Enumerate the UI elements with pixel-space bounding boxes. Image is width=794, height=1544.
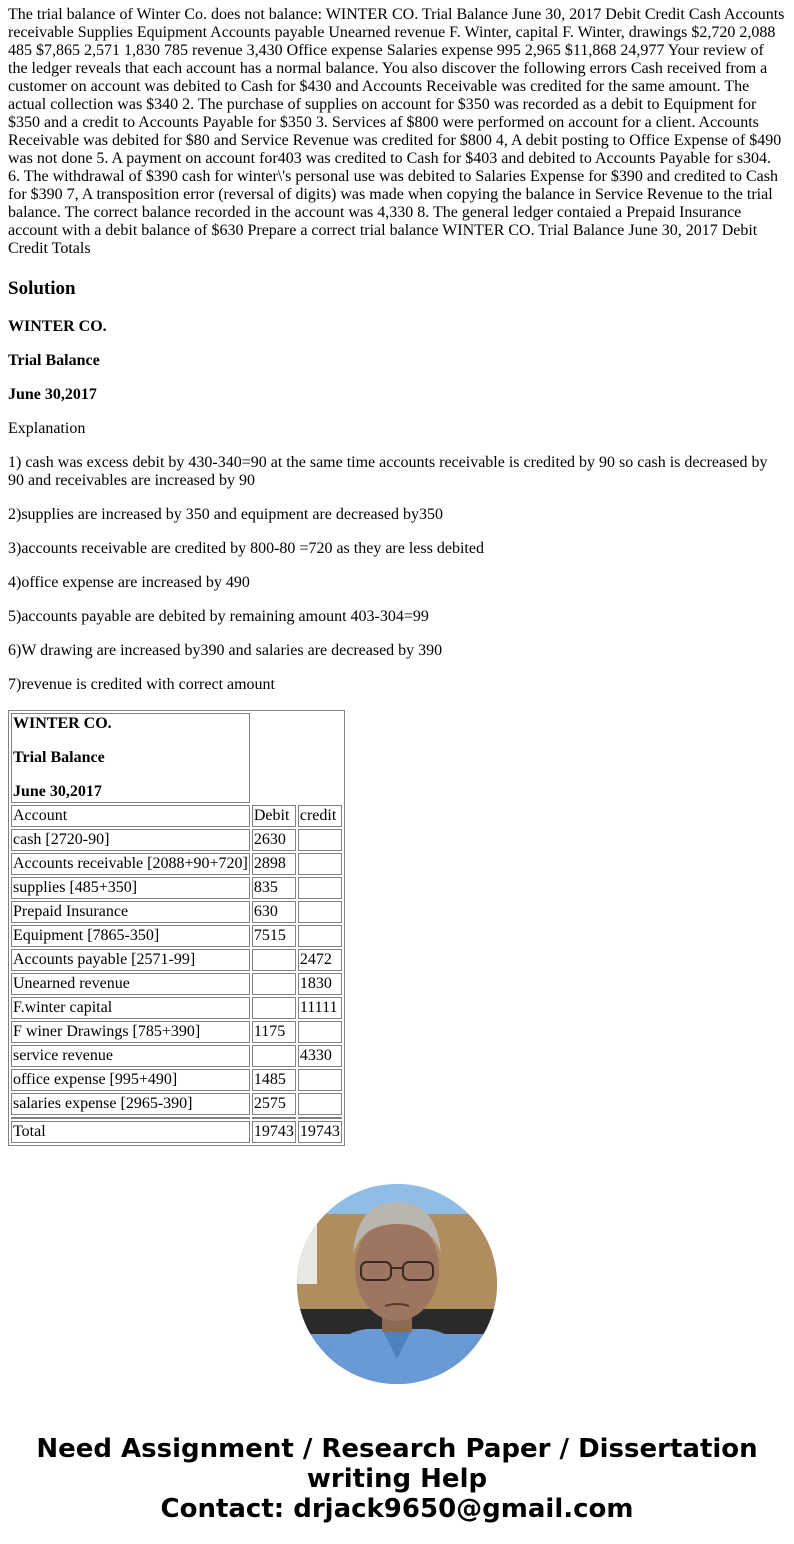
- account-cell: F winer Drawings [785+390]: [11, 1021, 250, 1043]
- table-total-row: [11, 1121, 342, 1143]
- debit-cell: 630: [252, 901, 296, 923]
- explanation-item: 2)supplies are increased by 350 and equipment are decreased by350: [8, 506, 443, 523]
- question-text: The trial balance of Winter Co. does not balance: WINTER CO. Trial Balance June 30, 2017 Debit Credit Cash Accounts receivable Supplies Equipment Accounts payable Unearned revenue F. Winter, capital F. Winter, drawings $2,720 2,088 485 $7,865 2,571 1,830 785 revenue 3,430 Office expense Salaries expense 995 2,965 $11,868 24,977 Your review of the ledger reveals that each account has a normal balance. You also discover the following errors Cash received from a customer on account was debited to Cash for $430 and Accounts Receivable was credited for the same amount. The actual collection was $340 2. The purchase of supplies on account for $350 was recorded as a debit to Equipment for $350 and a credit to Accounts Payable for $350 3. Services af $800 were performed on account for a client. Accounts Receivable was debited for $80 and Service Revenue was credited for $800 4, A debit posting to Office Expense of $490 was not done 5. A payment on account for403 was credited to Cash for $403 and debited to Accounts Payable for s304. 6. The withdrawal of $390 cash for winter\'s personal use was debited to Salaries Expense for $390 and credited to Cash for $390 7, A transposition error (reversal of digits) was made when copying the balance in Service Revenue to the trial balance. The correct balance recorded in the account was 4,330 8. The general ledger contaied a Prepaid Insurance account with a debit balance of $630 Prepare a correct trial balance WINTER CO. Trial Balance June 30, 2017 Debit Credit Totals: [8, 6, 785, 257]
- explanation-label: Explanation: [8, 420, 86, 437]
- explanation-item: 4)office expense are increased by 490: [8, 574, 250, 591]
- table-row: [11, 1021, 342, 1043]
- table-report: Trial Balance: [13, 749, 105, 766]
- table-row: [11, 1069, 342, 1091]
- credit-cell: [298, 925, 342, 947]
- explanation-item: 5)accounts payable are debited by remaining amount 403-304=99: [8, 608, 429, 625]
- account-cell: Prepaid Insurance: [11, 901, 250, 923]
- account-cell: Accounts payable [2571-99]: [11, 949, 250, 971]
- column-header-account: Account: [11, 805, 250, 827]
- account-cell: supplies [485+350]: [11, 877, 250, 899]
- avatar-container: [0, 1184, 794, 1384]
- explanation-item: 1) cash was excess debit by 430-340=90 at the same time accounts receivable is credited by 90 so cash is decreased by 90 and receivables are increased by 90: [8, 454, 768, 489]
- account-cell: salaries expense [2965-390]: [11, 1093, 250, 1115]
- debit-cell: [252, 997, 296, 1019]
- credit-cell: [298, 1093, 342, 1115]
- debit-cell: 7515: [252, 925, 296, 947]
- footer-line-help: Need Assignment / Research Paper / Dissertation writing Help: [36, 1434, 758, 1494]
- debit-cell: 835: [252, 877, 296, 899]
- explanation-item: 3)accounts receivable are credited by 800-80 =720 as they are less debited: [8, 540, 484, 557]
- account-cell: Equipment [7865-350]: [11, 925, 250, 947]
- account-cell: Accounts receivable [2088+90+720]: [11, 853, 250, 875]
- table-row: [11, 1045, 342, 1067]
- trial-balance-table: [8, 710, 345, 1146]
- account-cell: Unearned revenue: [11, 973, 250, 995]
- table-row: [11, 973, 342, 995]
- footer-line-contact: Contact: drjack9650@gmail.com: [160, 1494, 634, 1524]
- total-credit-cell: 19743: [298, 1121, 342, 1143]
- credit-cell: 2472: [298, 949, 342, 971]
- debit-cell: [252, 1045, 296, 1067]
- debit-cell: [252, 973, 296, 995]
- table-row: [11, 853, 342, 875]
- credit-cell: 4330: [298, 1045, 342, 1067]
- table-row: [11, 829, 342, 851]
- explanation-item: 6)W drawing are increased by390 and salaries are decreased by 390: [8, 642, 443, 659]
- debit-cell: 1485: [252, 1069, 296, 1091]
- table-header-row: [11, 805, 342, 827]
- account-cell: service revenue: [11, 1045, 250, 1067]
- table-row: [11, 877, 342, 899]
- table-row: [11, 1093, 342, 1115]
- table-row: [11, 997, 342, 1019]
- account-cell: cash [2720-90]: [11, 829, 250, 851]
- column-header-credit: credit: [298, 805, 342, 827]
- table-spacer-row: [11, 1117, 342, 1119]
- solution-heading: Solution: [8, 278, 76, 299]
- debit-cell: 2630: [252, 829, 296, 851]
- portrait-illustration-icon: [297, 1184, 497, 1384]
- contact-footer: [0, 1434, 794, 1544]
- debit-cell: 2898: [252, 853, 296, 875]
- table-company: WINTER CO.: [13, 715, 112, 732]
- credit-cell: [298, 829, 342, 851]
- report-title: Trial Balance: [8, 352, 100, 369]
- credit-cell: 1830: [298, 973, 342, 995]
- credit-cell: [298, 853, 342, 875]
- credit-cell: [298, 901, 342, 923]
- company-name: WINTER CO.: [8, 318, 107, 335]
- debit-cell: 1175: [252, 1021, 296, 1043]
- table-title-row: [11, 713, 342, 803]
- table-date: June 30,2017: [13, 783, 102, 800]
- explanation-item: 7)revenue is credited with correct amount: [8, 676, 275, 693]
- debit-cell: [252, 949, 296, 971]
- account-cell: F.winter capital: [11, 997, 250, 1019]
- account-cell: office expense [995+490]: [11, 1069, 250, 1091]
- table-row: [11, 901, 342, 923]
- report-date: June 30,2017: [8, 386, 97, 403]
- credit-cell: [298, 1021, 342, 1043]
- column-header-debit: Debit: [252, 805, 296, 827]
- credit-cell: 11111: [298, 997, 342, 1019]
- table-row: [11, 949, 342, 971]
- credit-cell: [298, 1069, 342, 1091]
- total-label-cell: Total: [11, 1121, 250, 1143]
- tutor-avatar-photo-icon: [297, 1184, 497, 1384]
- debit-cell: 2575: [252, 1093, 296, 1115]
- total-debit-cell: 19743: [252, 1121, 296, 1143]
- table-title-cell: [11, 713, 250, 803]
- table-row: [11, 925, 342, 947]
- credit-cell: [298, 877, 342, 899]
